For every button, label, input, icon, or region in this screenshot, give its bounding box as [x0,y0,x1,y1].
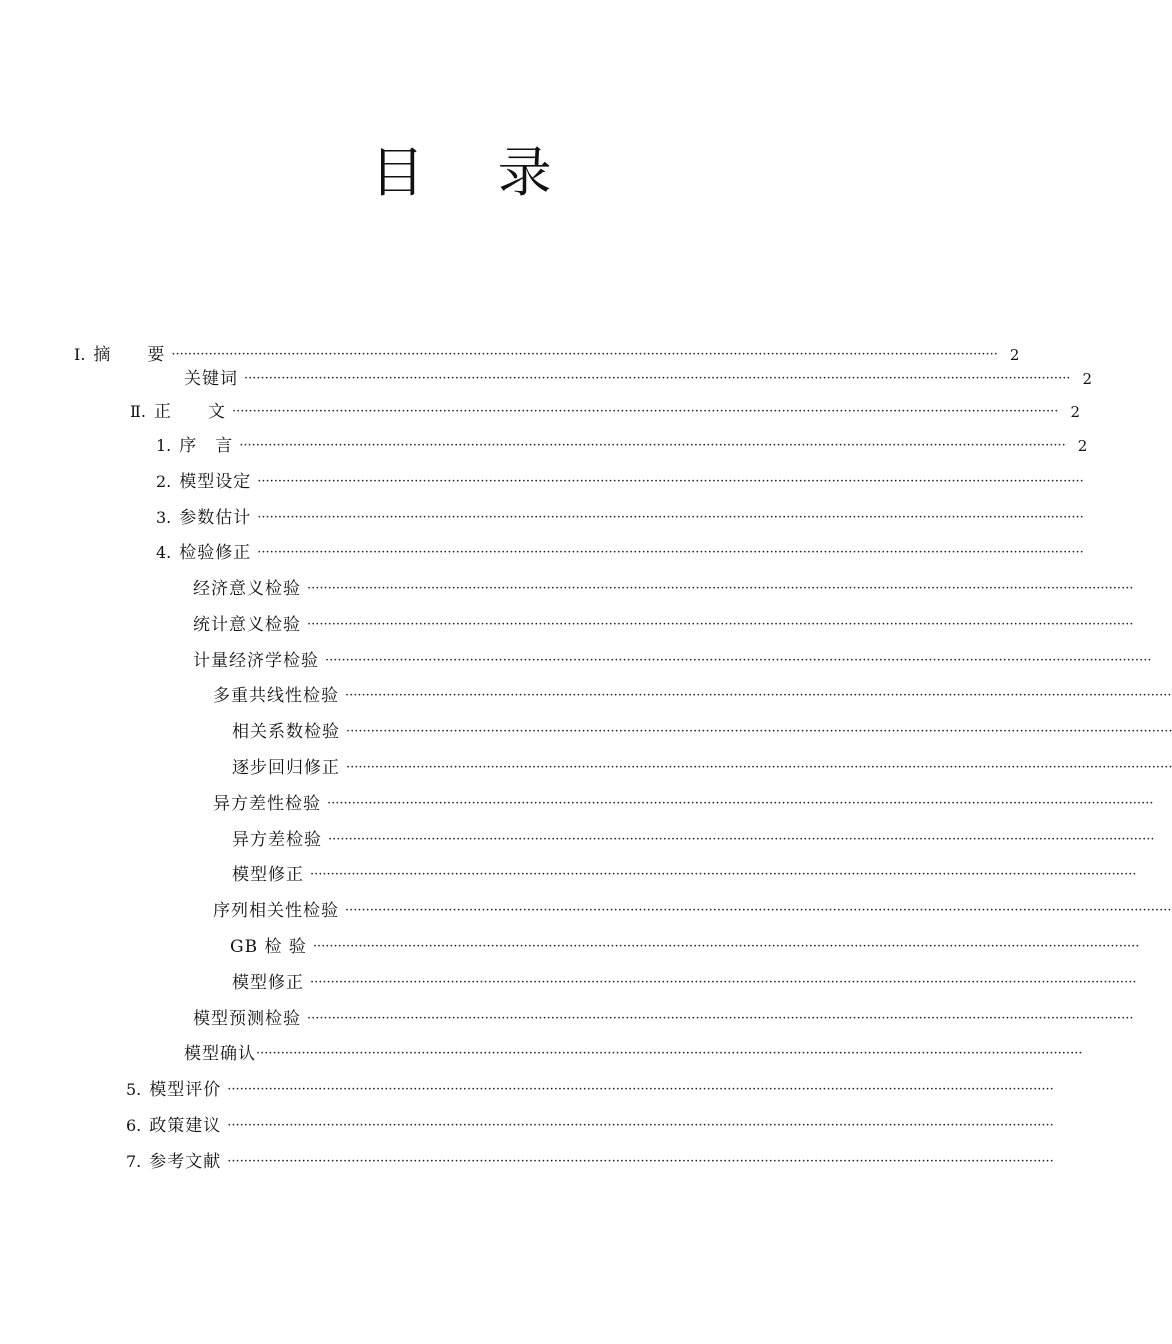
toc-entry-label: 模型设定 [179,472,252,492]
toc-entry[interactable] [213,793,1154,815]
toc-entry-label: 统计意义检验 [193,615,301,635]
toc-entry-number: 5. [126,1080,142,1099]
toc-entry-label: 模型修正 [232,973,304,993]
leader-dots: ········································································································································································································ [307,617,1134,632]
toc-entry[interactable] [213,900,1172,922]
leader-dots: ········································································································································································································ [345,688,1172,703]
leader-dots: ········································································································································································································ [346,760,1172,775]
toc-entry-label: 序 言 [179,436,234,456]
toc-entry[interactable] [232,721,1172,743]
toc-entry[interactable] [193,1008,1134,1030]
toc-entry-number: Ⅰ. [74,345,86,364]
toc-entry-page: 2 [1082,370,1093,388]
toc-entry-page: 2 [1009,346,1020,364]
toc-entry[interactable] [156,471,1084,493]
toc-entry[interactable] [232,972,1137,994]
toc-entry-label: 关键词 [184,369,238,389]
toc-entry-label: 多重共线性检验 [213,686,339,706]
toc-entry-number: 3. [156,508,172,527]
toc-entry-label: 参考文献 [149,1152,222,1172]
toc-entry[interactable] [213,685,1172,707]
toc-entry-label: 模型确认 [184,1044,256,1064]
toc-entry[interactable] [156,542,1084,564]
toc-entry-page: 2 [1070,403,1080,421]
toc-entry-label: 相关系数检验 [232,722,340,742]
toc-entry-label: 正 文 [153,402,226,422]
toc-entry-label: 参数估计 [179,508,252,528]
toc-entry-label: 模型预测检验 [193,1009,301,1029]
leader-dots: ········································································································································································································ [325,653,1152,668]
toc-entry-label: 模型评价 [149,1080,222,1100]
toc-entry[interactable] [193,650,1152,672]
toc-entry[interactable] [156,435,1088,457]
toc-entry[interactable] [126,1151,1054,1173]
toc-entry-label: 异方差性检验 [213,794,321,814]
toc-entry[interactable] [130,401,1080,423]
toc-entry[interactable] [184,1043,1083,1065]
page-title: 目 录 [370,141,580,204]
toc-entry-label: 计量经济学检验 [193,651,319,671]
toc-entry-label: 模型修正 [232,865,304,885]
toc-entry[interactable] [126,1115,1054,1137]
toc-entry-label: GB 检 验 [230,937,307,957]
leader-dots: ········································································································································································································ [345,903,1172,918]
toc-entry-label: 摘 要 [93,345,166,365]
leader-dots: ········································································································································································································ [227,1082,1054,1097]
leader-dots: ········································································································································································································ [231,404,1059,419]
leader-dots: ········································································································································································································ [312,939,1140,954]
toc-entry[interactable] [184,368,1093,390]
toc-entry-page: 2 [1077,437,1088,455]
toc-entry-label: 序列相关性检验 [213,901,339,921]
leader-dots: ········································································································································································································ [307,1011,1134,1026]
toc-entry-label: 经济意义检验 [193,579,301,599]
leader-dots: ········································································································································································································ [257,510,1084,525]
leader-dots: ········································································································································································································ [257,474,1084,489]
toc-entry[interactable] [193,578,1134,600]
toc-entry-number: 6. [126,1116,142,1135]
toc-entry-label: 政策建议 [149,1116,222,1136]
leader-dots: ········································································································································································································ [328,832,1155,847]
leader-dots: ········································································································································································································ [327,796,1154,811]
toc-entry-number: 2. [156,472,172,491]
toc-entry-label: 异方差检验 [232,830,322,850]
leader-dots: ········································································································································································································ [244,371,1071,386]
toc-entry-number: 7. [126,1152,142,1171]
toc-entry-label: 检验修正 [179,543,252,563]
toc-entry[interactable] [232,757,1172,779]
leader-dots: ········································································································································································································ [227,1118,1054,1133]
leader-dots: ········································································································································································································ [307,581,1134,596]
toc-entry[interactable] [232,864,1137,886]
toc-entry[interactable] [232,829,1155,851]
toc-entry-number: Ⅱ. [130,402,146,421]
leader-dots: ········································································································································································································ [310,975,1137,990]
leader-dots: ········································································································································································································ [257,545,1084,560]
toc-entry-number: 4. [156,543,172,562]
leader-dots: ········································································································································································································ [227,1154,1054,1169]
leader-dots: ········································································································································································································ [310,867,1137,882]
toc-entry[interactable] [74,344,1020,366]
toc-entry[interactable] [193,614,1134,636]
leader-dots: ········································································································································································································ [346,724,1172,739]
toc-entry-number: 1. [156,436,172,455]
toc-entry[interactable] [126,1079,1054,1101]
leader-dots: ········································································································································································································ [171,347,998,362]
toc-entry-label: 逐步回归修正 [232,758,340,778]
toc-entry[interactable] [230,936,1140,958]
leader-dots: ········································································································································································································ [239,438,1066,453]
leader-dots: ········································································································································································································ [256,1046,1083,1061]
toc-entry[interactable] [156,507,1084,529]
